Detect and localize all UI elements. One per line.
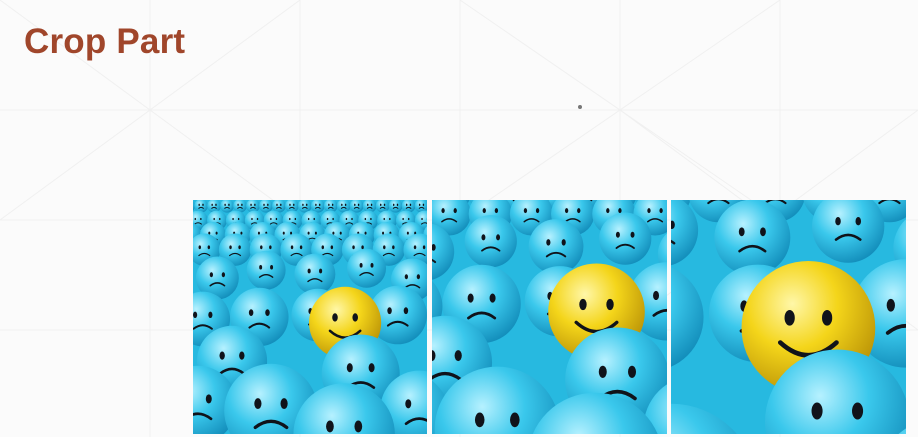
sad-ball	[294, 254, 335, 295]
smiley-crowd-image	[671, 200, 906, 434]
sad-ball	[247, 251, 286, 290]
smiley-crowd-image	[193, 200, 427, 434]
slide-title: Crop Part	[24, 22, 186, 61]
sad-ball	[529, 219, 584, 274]
image-panel-crop-a	[432, 200, 667, 434]
sad-ball	[465, 215, 517, 267]
smiley-crowd-image	[432, 200, 667, 434]
sad-ball	[347, 249, 386, 288]
cursor-dot	[578, 105, 582, 109]
sad-ball	[714, 200, 790, 275]
image-panel-full	[193, 200, 427, 434]
sad-ball	[599, 213, 651, 265]
image-panel-crop-b	[671, 200, 906, 434]
